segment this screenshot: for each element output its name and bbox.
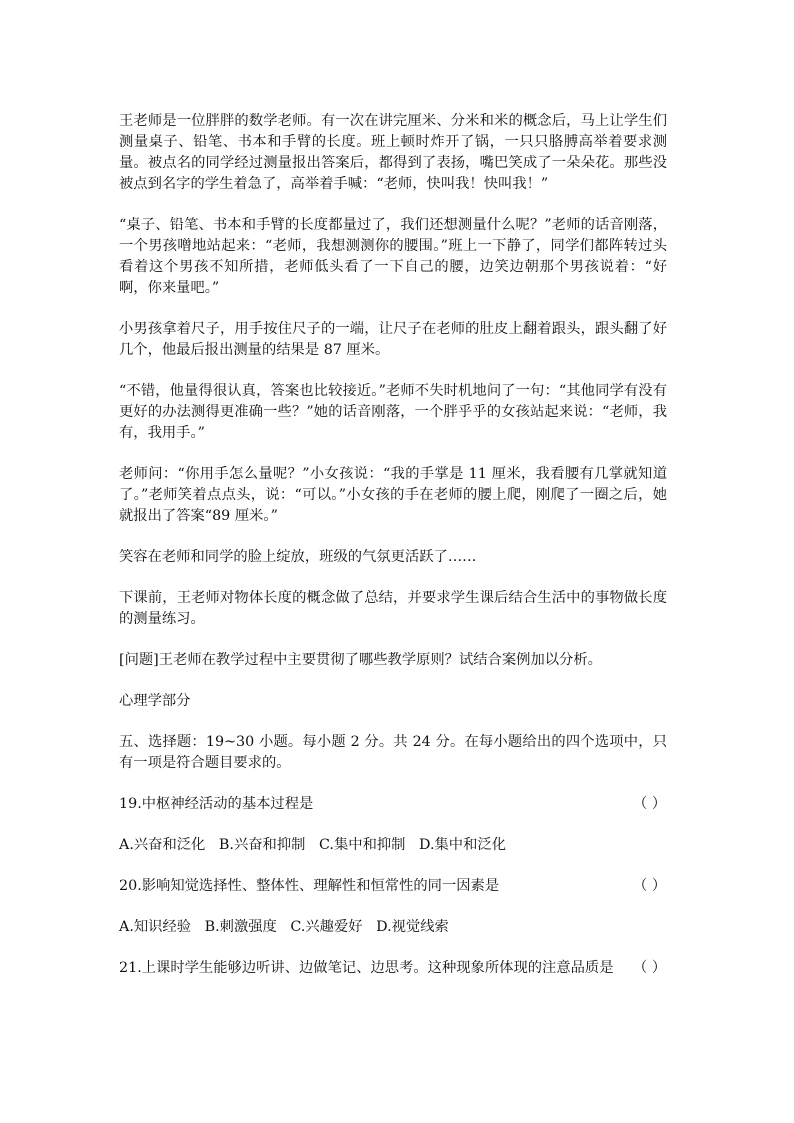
- question-20-answer-blank: （ ）: [633, 878, 667, 894]
- section-title: 心理学部分: [119, 693, 191, 709]
- question-19-answer-blank: （ ）: [633, 796, 667, 812]
- case-paragraph-2: “桌子、铅笔、书本和手臂的长度都量过了，我们还想测量什么呢？”老师的话音刚落，一个男孩噌地站起来：“老师，我想测测你的腰围。”班上一下静了，同学们都阵转过头看着这个男孩不知所措，老师低头看了一下自己的腰，边笑边朝那个男孩说着：“好啊，你来量吧。”: [119, 217, 667, 296]
- question-19: [119, 794, 667, 815]
- question-19-option-b: B.兴奋和抑制: [218, 837, 306, 853]
- question-20-option-c: C.兴趣爱好: [290, 919, 363, 935]
- question-20-option-b: B.刺激强度: [204, 919, 277, 935]
- question-21: [119, 958, 667, 979]
- question-20: [119, 876, 667, 897]
- case-paragraph-4: “不错，他量得很认真，答案也比较接近。”老师不失时机地问了一句：“其他同学有没有更好的办法测得更准确一些？”她的话音刚落，一个胖乎乎的女孩站起来说：“老师，我有，我用手。”: [119, 383, 667, 441]
- case-paragraph-7: 下课前，王老师对物体长度的概念做了总结，并要求学生课后结合生活中的事物做长度的测量练习。: [119, 590, 667, 627]
- question-20-options: [119, 917, 667, 938]
- question-20-option-a: A.知识经验: [119, 919, 192, 935]
- question-20-option-d: D.视觉线索: [376, 919, 449, 935]
- question-19-stem: 19.中枢神经活动的基本过程是: [119, 796, 314, 812]
- question-19-option-d: D.集中和泛化: [419, 837, 506, 853]
- question-21-stem: 21.上课时学生能够边听讲、边做笔记、边思考。这种现象所体现的注意品质是: [119, 960, 614, 976]
- question-21-answer-blank: （ ）: [633, 960, 667, 976]
- case-paragraph-5: 老师问：“你用手怎么量呢？”小女孩说：“我的手掌是 11 厘米，我看腰有几掌就知道了。”老师笑着点点头，说：“可以。”小女孩的手在老师的腰上爬，刚爬了一圈之后，她就报出了答案“89 厘米。”: [119, 466, 667, 524]
- case-paragraph-3: 小男孩拿着尺子，用手按住尺子的一端，让尺子在老师的肚皮上翻着跟头，跟头翻了好几个，他最后报出测量的结果是 87 厘米。: [119, 321, 667, 358]
- question-19-option-a: A.兴奋和泛化: [119, 837, 206, 853]
- document-content: [119, 111, 667, 999]
- case-paragraph-6: 笑容在老师和同学的脸上绽放，班级的气氛更活跃了……: [119, 549, 477, 565]
- case-question: [问题]王老师在教学过程中主要贯彻了哪些教学原则？试结合案例加以分析。: [119, 652, 602, 668]
- question-20-stem: 20.影响知觉选择性、整体性、理解性和恒常性的同一因素是: [119, 878, 500, 894]
- section-instructions: 五、选择题：19~30 小题。每小题 2 分。共 24 分。在每小题给出的四个选项中，只有一项是符合题目要求的。: [119, 734, 667, 771]
- question-19-options: [119, 835, 667, 856]
- case-paragraph-1: 王老师是一位胖胖的数学老师。有一次在讲完厘米、分米和米的概念后，马上让学生们测量桌子、铅笔、书本和手臂的长度。班上顿时炸开了锅，一只只胳膊高举着要求测量。被点名的同学经过测量报出答案后，都得到了表扬，嘴巴笑成了一朵朵花。那些没被点到名字的学生着急了，高举着手喊：“老师，快叫我！快叫我！”: [119, 113, 667, 192]
- question-19-option-c: C.集中和抑制: [319, 837, 406, 853]
